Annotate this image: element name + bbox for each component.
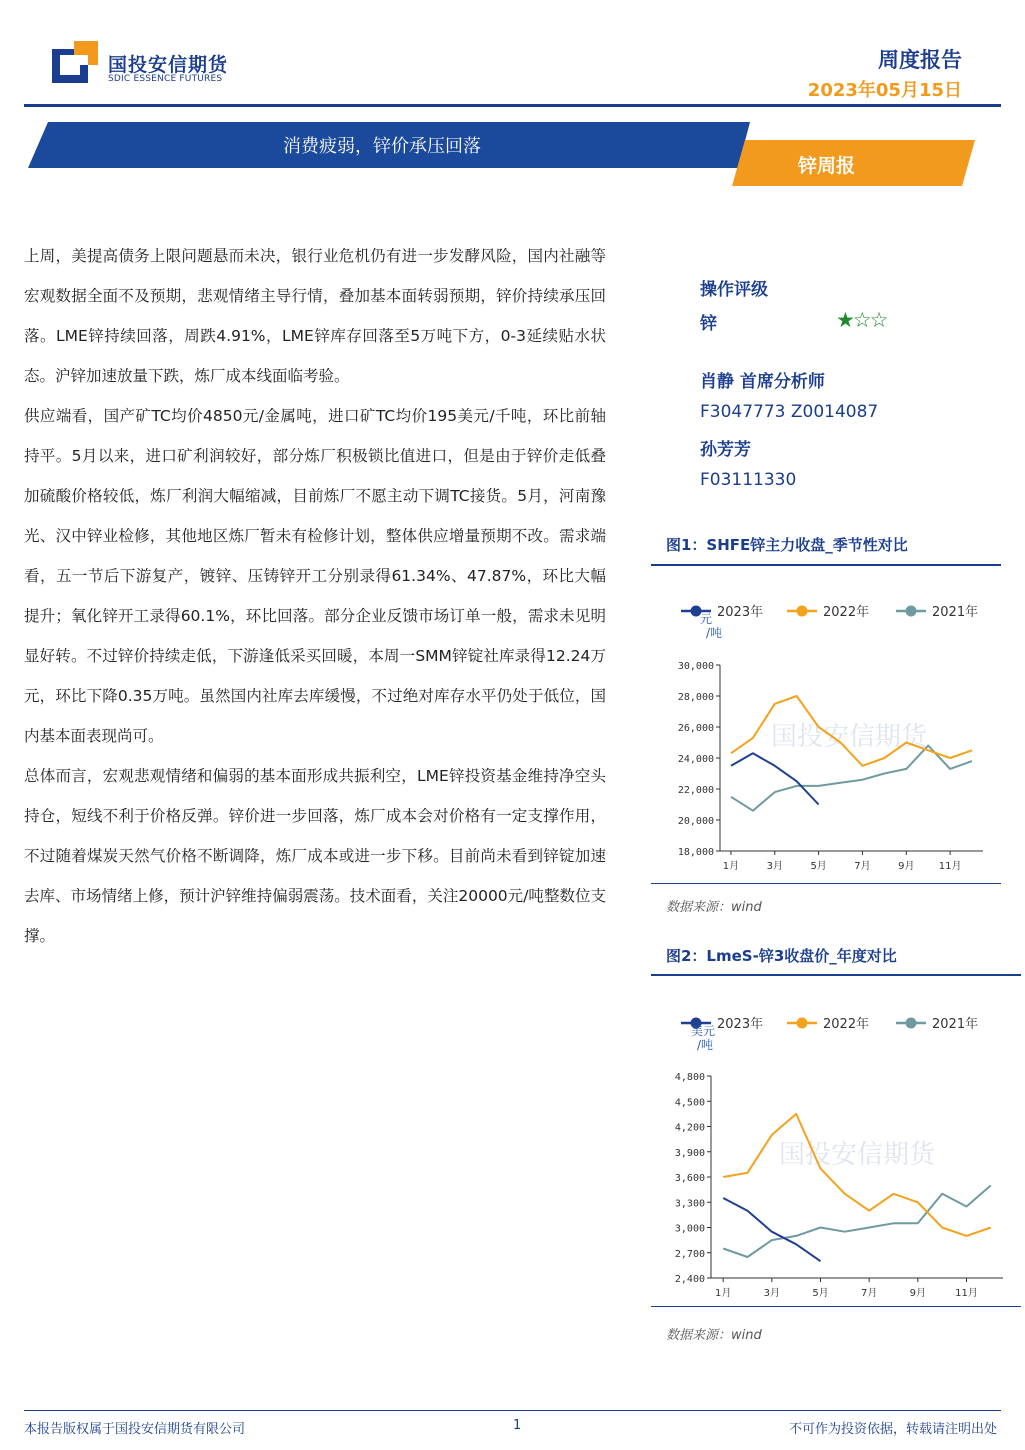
y-axis-unit: 美元 bbox=[691, 1024, 716, 1038]
footer-disclaimer: 不可作为投资依据，转载请注明出处 bbox=[788, 1422, 997, 1437]
report-type: 周度报告 bbox=[878, 48, 962, 72]
legend-marker bbox=[797, 606, 808, 617]
legend-label: 2022年 bbox=[823, 1017, 870, 1032]
rating-title: 操作评级 bbox=[700, 280, 768, 300]
report-category-tag: 锌周报 bbox=[798, 155, 856, 177]
y-tick-label: 18,000 bbox=[677, 847, 714, 858]
y-tick-label: 4,500 bbox=[674, 1097, 705, 1109]
data-source: 数据来源：wind bbox=[666, 900, 762, 915]
x-tick-label: 7月 bbox=[860, 1288, 878, 1299]
legend-label: 2023年 bbox=[717, 1017, 764, 1032]
y-tick-label: 26,000 bbox=[677, 723, 714, 734]
legend-label: 2022年 bbox=[823, 605, 870, 620]
y-tick-label: 3,600 bbox=[674, 1173, 705, 1184]
figure-title: 图2：LmeS-锌3收盘价_年度对比 bbox=[666, 947, 897, 965]
x-tick-label: 9月 bbox=[898, 861, 915, 872]
report-body bbox=[24, 236, 606, 956]
x-tick-label: 9月 bbox=[909, 1288, 927, 1299]
y-tick-label: 24,000 bbox=[677, 754, 714, 765]
legend-marker bbox=[797, 1018, 808, 1029]
series-line-2023年 bbox=[723, 1198, 820, 1261]
figure-divider bbox=[651, 1306, 1021, 1307]
header-divider bbox=[24, 104, 1001, 107]
report-date: 2023年05月15日 bbox=[807, 80, 962, 101]
x-tick-label: 5月 bbox=[810, 861, 827, 872]
chart-shfe-zinc-seasonal bbox=[651, 585, 1001, 880]
y-axis-unit: /吨 bbox=[706, 626, 723, 640]
company-logo bbox=[52, 41, 98, 83]
page-number: 1 bbox=[513, 1418, 522, 1433]
y-tick-label: 4,200 bbox=[674, 1122, 705, 1134]
y-tick-label: 3,900 bbox=[674, 1147, 705, 1159]
rating-metal: 锌 bbox=[700, 314, 717, 334]
figure-title: 图1：SHFE锌主力收盘_季节性对比 bbox=[666, 536, 908, 554]
footer-divider bbox=[24, 1410, 1001, 1411]
y-tick-label: 3,000 bbox=[674, 1223, 705, 1235]
company-name-cn: 国投安信期货 bbox=[108, 54, 229, 76]
legend-label: 2023年 bbox=[717, 605, 764, 620]
legend-marker bbox=[906, 1018, 917, 1029]
x-tick-label: 5月 bbox=[812, 1288, 829, 1299]
y-tick-label: 22,000 bbox=[677, 785, 714, 796]
legend-label: 2021年 bbox=[932, 605, 979, 620]
x-tick-label: 3月 bbox=[763, 1288, 781, 1299]
y-tick-label: 4,800 bbox=[674, 1072, 705, 1083]
y-tick-label: 30,000 bbox=[677, 661, 714, 672]
series-line-2021年 bbox=[723, 1185, 991, 1257]
watermark-text: 国投安信期货 bbox=[779, 1140, 936, 1170]
data-source: 数据来源：wind bbox=[666, 1328, 762, 1343]
y-tick-label: 20,000 bbox=[677, 816, 714, 827]
rating-stars: ★☆☆ bbox=[836, 308, 887, 332]
analyst-name: 孙芳芳 bbox=[700, 440, 751, 460]
figure-divider bbox=[651, 974, 1021, 976]
paragraph-outlook: 总体而言，宏观悲观情绪和偏弱的基本面形成共振利空，LME锌投资基金维持净空头持仓，短线不利于价格反弹。锌价进一步回落，炼厂成本会对价格有一定支撑作用，不过随着煤炭天然气价格不断调降，炼厂成本或进一步下移。目前尚未看到锌锭加速去库、市场情绪上修，预计沪锌维持偏弱震荡。技术面看，关注20000元/吨整数位支撑。 bbox=[24, 767, 606, 945]
x-tick-label: 1月 bbox=[714, 1288, 732, 1299]
report-headline: 消费疲弱，锌价承压回落 bbox=[283, 136, 481, 157]
figure-divider bbox=[651, 883, 1001, 884]
chart-lme-zinc-annual bbox=[651, 1000, 1011, 1303]
title-banner bbox=[0, 118, 1025, 190]
x-tick-label: 11月 bbox=[955, 1288, 978, 1299]
y-axis-unit: 元 bbox=[700, 612, 713, 626]
legend-label: 2021年 bbox=[932, 1017, 979, 1032]
company-name-en: SDIC ESSENCE FUTURES bbox=[108, 74, 223, 84]
y-tick-label: 2,400 bbox=[674, 1274, 705, 1285]
series-line-2022年 bbox=[723, 1114, 991, 1236]
x-tick-label: 1月 bbox=[722, 861, 740, 872]
analyst-license: F3047773 Z0014087 bbox=[700, 402, 879, 422]
figure-divider bbox=[651, 564, 1001, 566]
y-tick-label: 2,700 bbox=[674, 1248, 705, 1260]
watermark-text: 国投安信期货 bbox=[771, 722, 928, 752]
legend-marker bbox=[906, 606, 917, 617]
analyst-name: 肖静 首席分析师 bbox=[700, 372, 825, 392]
x-tick-label: 11月 bbox=[938, 861, 962, 872]
x-tick-label: 3月 bbox=[766, 861, 783, 872]
y-tick-label: 3,300 bbox=[674, 1198, 705, 1210]
series-line-2023年 bbox=[731, 753, 819, 804]
y-axis-unit: /吨 bbox=[697, 1038, 714, 1052]
y-tick-label: 28,000 bbox=[677, 692, 714, 703]
paragraph-summary: 上周，美提高债务上限问题悬而未决，银行业危机仍有进一步发酵风险，国内社融等宏观数据全面不及预期，悲观情绪主导行情，叠加基本面转弱预期，锌价持续承压回落。LME锌持续回落，周跌4.91%，LME锌库存回落至5万吨下方，0-3延续贴水状态。沪锌加速放量下跌，炼厂成本线面临考验。 bbox=[24, 247, 606, 385]
analyst-license: F03111330 bbox=[700, 470, 797, 490]
footer-copyright: 本报告版权属于国投安信期货有限公司 bbox=[24, 1422, 246, 1437]
paragraph-supply-demand: 供应端看，国产矿TC均价4850元/金属吨，进口矿TC均价195美元/千吨，环比前轴持平。5月以来，进口矿利润较好，部分炼厂积极锁比值进口，但是由于锌价走低叠加硫酸价格较低，炼厂利润大幅缩减，目前炼厂不愿主动下调TC接货。5月，河南豫光、汉中锌业检修，其他地区炼厂暂未有检修计划，整体供应增量预期不改。需求端看，五一节后下游复产，镀锌、压铸锌开工分别录得61.34%、47.87%，环比大幅提升；氧化锌开工录得60.1%，环比回落。部分企业反馈市场订单一般，需求未见明显好转。不过锌价持续走低，下游逢低采买回暖，本周一SMM锌锭社库录得12.24万元，环比下降0.35万吨。虽然国内社库去库缓慢，不过绝对库存水平仍处于低位，国内基本面表现尚可。 bbox=[24, 407, 606, 745]
x-tick-label: 7月 bbox=[854, 861, 871, 872]
